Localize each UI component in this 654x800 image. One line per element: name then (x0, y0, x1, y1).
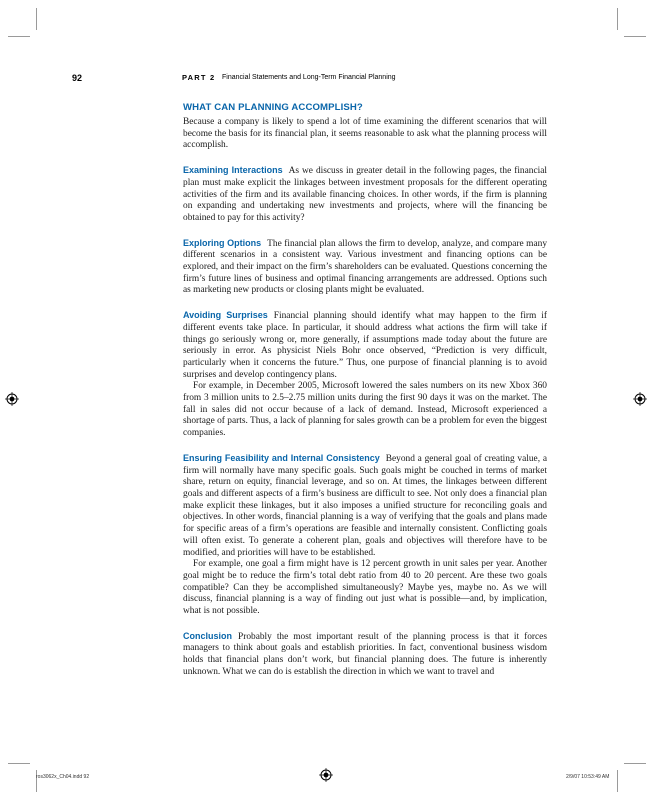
paragraph: For example, in December 2005, Microsoft lowered the sales numbers on its new Xbox 360 from 3 million units to 2.5–2.75 million units during the first 90 days it was on the market. The fall in sales did not occur because of a lack of demand. Instead, Microsoft experienced a shortage of parts. Thus, a lack of planning for sales growth can be a problem for even the biggest companies. (183, 381, 547, 439)
run-in-heading: Ensuring Feasibility and Internal Consistency (183, 452, 380, 463)
paragraph (183, 631, 547, 679)
registration-mark-icon (5, 392, 19, 406)
crop-mark (36, 8, 37, 30)
chapter-title: Financial Statements and Long-Term Financial Planning (222, 73, 396, 81)
main-content (183, 102, 547, 679)
paragraph (183, 453, 547, 559)
paragraph: For example, one goal a firm might have is 12 percent growth in unit sales per year. Another goal might be to reduce the firm’s total debt ratio from 40 to 20 percent. Are these two goals compatible? Can they be accomplished simultaneously? Maybe yes, maybe no. As we will discuss, financial planning is a way of finding out just what is possible—and, by implication, what is not possible. (183, 559, 547, 617)
section-heading: WHAT CAN PLANNING ACCOMPLISH? (183, 102, 363, 113)
paragraph-text: Beyond a general goal of creating value, a firm will normally have many specific goals. Such goals might be couched in terms of market share, return on equity, financial leverage, and so on. At times, the linkages between different goals and different aspects of a firm’s business are difficult to see. Not only does a financial plan make explicit these linkages, but it also imposes a unified structure for reconciling goals and objectives. In other words, financial planning is a way of verifying that the goals and plans made for specific areas of a firm’s operations are feasible and internally consistent. Conflicting goals will often exist. To generate a coherent plan, goals and objectives will therefore have to be modified, and priorities will have to be established. (183, 453, 547, 558)
subsection-exploring-options (183, 238, 547, 298)
part-label: PART 2 (182, 73, 216, 82)
slug-timestamp: 2/9/07 10:53:49 AM (566, 774, 610, 780)
crop-mark (617, 770, 618, 792)
paragraph-text: As we discuss in greater detail in the following pages, the financial plan must make explicit the linkages between investment proposals for the different operating activities of the firm and its available financing choices. In other words, if the firm is planning on expanding and undertaking new investments and projects, where will the financing be obtained to pay for this activity? (183, 166, 547, 223)
page-number: 92 (72, 73, 83, 83)
run-in-heading: Avoiding Surprises (183, 310, 268, 321)
paragraph-text: The financial plan allows the firm to develop, analyze, and compare many different scenarios in a consistent way. Various investment and financing options can be explored, and their impact on the firm’s shareholders can be evaluated. Questions concerning the firm’s future lines of business and optimal financing arrangements are addressed. Options such as marketing new products or closing plants might be evaluated. (183, 238, 548, 296)
paragraph-text: Probably the most important result of the planning process is that it forces managers to think about goals and establish priorities. In fact, conventional business wisdom holds that financial plans don’t work, but financial planning does. The future is inherently unknown. What we can do is establish the direction in which we want to travel and (183, 631, 547, 677)
running-head (0, 73, 654, 85)
crop-mark (624, 763, 646, 764)
section-intro: Because a company is likely to spend a lot of time examining the different scenarios that will become the basis for its financial plan, it seems reasonable to ask what the planning process will accomplish. (183, 117, 547, 151)
registration-mark-icon (633, 392, 647, 406)
crop-mark (8, 763, 30, 764)
registration-mark-icon (319, 768, 333, 782)
subsection-avoiding-surprises (183, 310, 547, 440)
crop-mark (8, 36, 30, 37)
subsection-ensuring-feasibility (183, 453, 547, 618)
slug-filename: ros3062x_Ch04.indd 92 (36, 774, 90, 780)
crop-mark (617, 8, 618, 30)
run-in-heading: Conclusion (183, 630, 232, 641)
subsection-examining-interactions (183, 165, 547, 225)
paragraph-text: Financial planning should identify what may happen to the firm if different events take place. In particular, it should address what actions the firm will take if things go seriously wrong or, more generally, if assumptions made today about the future are seriously in error. As physicist Niels Bohr once observed, “Prediction is very difficult, particularly when it concerns the future.” Thus, one purpose of financial planning is to avoid surprises and develop contingency plans. (183, 311, 548, 380)
crop-mark (624, 36, 646, 37)
paragraph (183, 165, 547, 225)
run-in-heading: Examining Interactions (183, 165, 283, 176)
paragraph (183, 238, 547, 298)
run-in-heading: Exploring Options (183, 237, 262, 248)
paragraph (183, 310, 547, 381)
subsection-conclusion (183, 631, 547, 679)
